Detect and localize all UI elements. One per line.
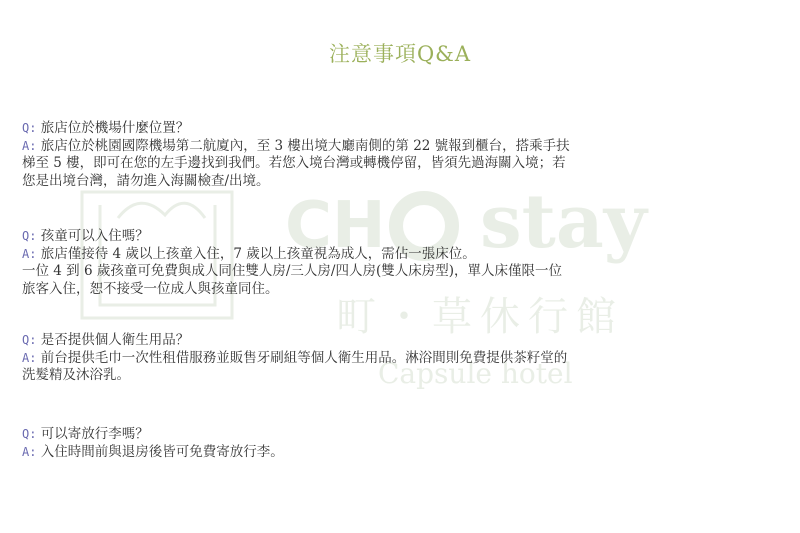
answer-marker: A: [22, 138, 37, 153]
watermark-chinese-name: 町・草休行館 [336, 294, 624, 340]
answer-line [22, 444, 774, 462]
question-text: 孩童可以入住嗎？ [40, 228, 149, 244]
answer-text: 前台提供毛巾一次性租借服務並販售牙刷組等個人衛生用品。淋浴間則免費提供茶籽堂的 [40, 349, 568, 366]
question-marker: Q: [22, 121, 37, 135]
answer-line: 您是出境台灣，請勿進入海關檢查/出境。 [22, 172, 270, 189]
faq-item [22, 228, 774, 298]
answer-line: 洗髮精及沐浴乳。 [22, 367, 130, 383]
answer-line: 旅客入住，恕不接受一位成人與孩童同住。 [22, 280, 279, 297]
question-line [22, 332, 774, 350]
question-text: 旅店位於機場什麼位置？ [40, 120, 190, 136]
watermark-brand-stay: stay [480, 179, 647, 265]
answer-line [22, 138, 774, 156]
answer-marker: A: [22, 350, 37, 365]
question-line [22, 228, 774, 246]
question-marker: Q: [22, 427, 37, 441]
page-title: 注意事項Q&A [328, 42, 472, 66]
answer-line [22, 246, 774, 264]
answer-text: 旅店位於桃園國際機場第二航廈內，至 3 樓出境大廳南側的第 22 號報到櫃台，搭乘手扶 [40, 137, 570, 154]
faq-item [22, 426, 774, 461]
question-text: 可以寄放行李嗎？ [40, 426, 149, 442]
question-line [22, 120, 774, 138]
answer-line: 梯至 5 樓，即可在您的左手邊找到我們。若您入境台灣或轉機停留，皆須先過海關入境；若 [22, 155, 566, 171]
faq-item [22, 120, 774, 190]
answer-text: 入住時間前與退房後皆可免費寄放行李。 [40, 443, 284, 460]
faq-item [22, 332, 774, 385]
answer-text: 旅店僅接待 4 歲以上孩童入住，7 歲以上孩童視為成人，需佔一張床位。 [40, 245, 476, 262]
answer-marker: A: [22, 444, 37, 459]
question-marker: Q: [22, 333, 37, 347]
answer-line: 一位 4 到 6 歲孩童可免費與成人同住雙人房/三人房/四人房(雙人床房型)，單人床僅限一位 [22, 263, 562, 279]
question-line [22, 426, 774, 444]
answer-marker: A: [22, 246, 37, 261]
question-text: 是否提供個人衛生用品？ [40, 332, 190, 348]
question-marker: Q: [22, 229, 37, 243]
watermark-brand-ch: CH [285, 189, 386, 263]
watermark-subtitle: Capsule hotel [378, 357, 573, 390]
answer-line [22, 350, 774, 368]
